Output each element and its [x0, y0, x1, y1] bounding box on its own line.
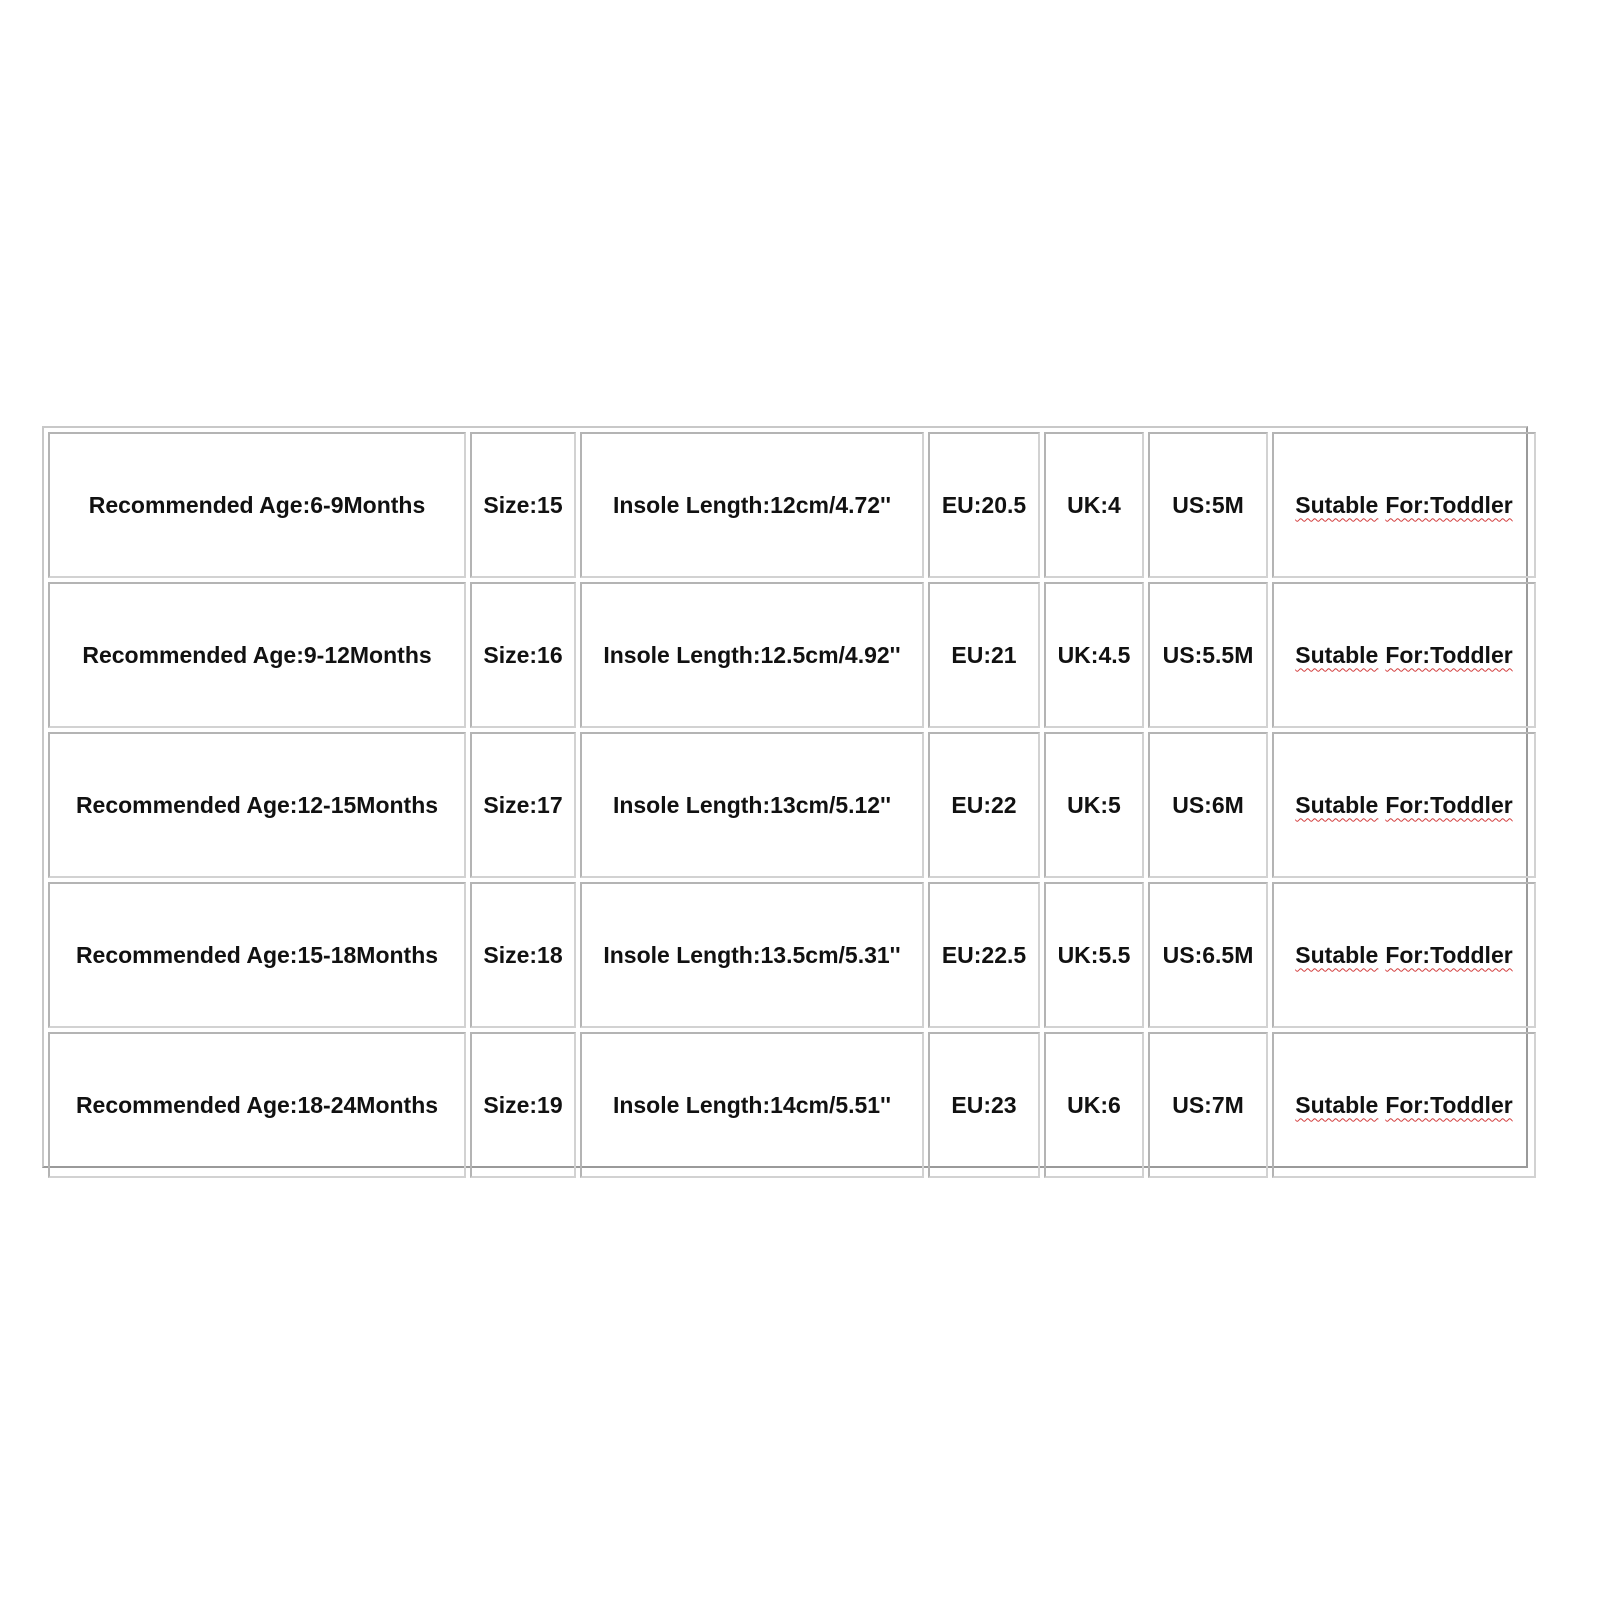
suitable-word: Sutable: [1295, 491, 1379, 518]
us-size-cell: US:5M: [1148, 432, 1268, 578]
suitable-word: Sutable: [1295, 641, 1379, 668]
insole-length-cell: Insole Length:13cm/5.12'': [580, 732, 924, 878]
table-row: [48, 882, 1536, 1028]
size-chart-table: [42, 426, 1528, 1168]
insole-length-cell: Insole Length:14cm/5.51'': [580, 1032, 924, 1178]
table-row: [48, 432, 1536, 578]
suitable-for-cell: [1272, 582, 1536, 728]
us-size-cell: US:6.5M: [1148, 882, 1268, 1028]
suitable-target: For:Toddler: [1385, 791, 1513, 818]
uk-size-cell: UK:4.5: [1044, 582, 1144, 728]
uk-size-cell: UK:5: [1044, 732, 1144, 878]
eu-size-cell: EU:22: [928, 732, 1040, 878]
eu-size-cell: EU:22.5: [928, 882, 1040, 1028]
suitable-word: Sutable: [1295, 791, 1379, 818]
size-cell: Size:15: [470, 432, 576, 578]
table-row: [48, 582, 1536, 728]
table-row: [48, 1032, 1536, 1178]
us-size-cell: US:6M: [1148, 732, 1268, 878]
age-cell: Recommended Age:18-24Months: [48, 1032, 466, 1178]
suitable-for-cell: [1272, 732, 1536, 878]
insole-length-cell: Insole Length:13.5cm/5.31'': [580, 882, 924, 1028]
suitable-word: Sutable: [1295, 1091, 1379, 1118]
suitable-word: Sutable: [1295, 941, 1379, 968]
eu-size-cell: EU:21: [928, 582, 1040, 728]
insole-length-cell: Insole Length:12cm/4.72'': [580, 432, 924, 578]
suitable-for-cell: [1272, 1032, 1536, 1178]
table-row: [48, 732, 1536, 878]
age-cell: Recommended Age:9-12Months: [48, 582, 466, 728]
suitable-target: For:Toddler: [1385, 491, 1513, 518]
uk-size-cell: UK:4: [1044, 432, 1144, 578]
us-size-cell: US:7M: [1148, 1032, 1268, 1178]
size-cell: Size:18: [470, 882, 576, 1028]
eu-size-cell: EU:20.5: [928, 432, 1040, 578]
eu-size-cell: EU:23: [928, 1032, 1040, 1178]
size-cell: Size:16: [470, 582, 576, 728]
uk-size-cell: UK:5.5: [1044, 882, 1144, 1028]
insole-length-cell: Insole Length:12.5cm/4.92'': [580, 582, 924, 728]
size-cell: Size:17: [470, 732, 576, 878]
suitable-target: For:Toddler: [1385, 641, 1513, 668]
age-cell: Recommended Age:12-15Months: [48, 732, 466, 878]
suitable-for-cell: [1272, 882, 1536, 1028]
suitable-target: For:Toddler: [1385, 1091, 1513, 1118]
size-table: [44, 428, 1540, 1182]
age-cell: Recommended Age:6-9Months: [48, 432, 466, 578]
uk-size-cell: UK:6: [1044, 1032, 1144, 1178]
size-cell: Size:19: [470, 1032, 576, 1178]
suitable-target: For:Toddler: [1385, 941, 1513, 968]
us-size-cell: US:5.5M: [1148, 582, 1268, 728]
suitable-for-cell: [1272, 432, 1536, 578]
age-cell: Recommended Age:15-18Months: [48, 882, 466, 1028]
